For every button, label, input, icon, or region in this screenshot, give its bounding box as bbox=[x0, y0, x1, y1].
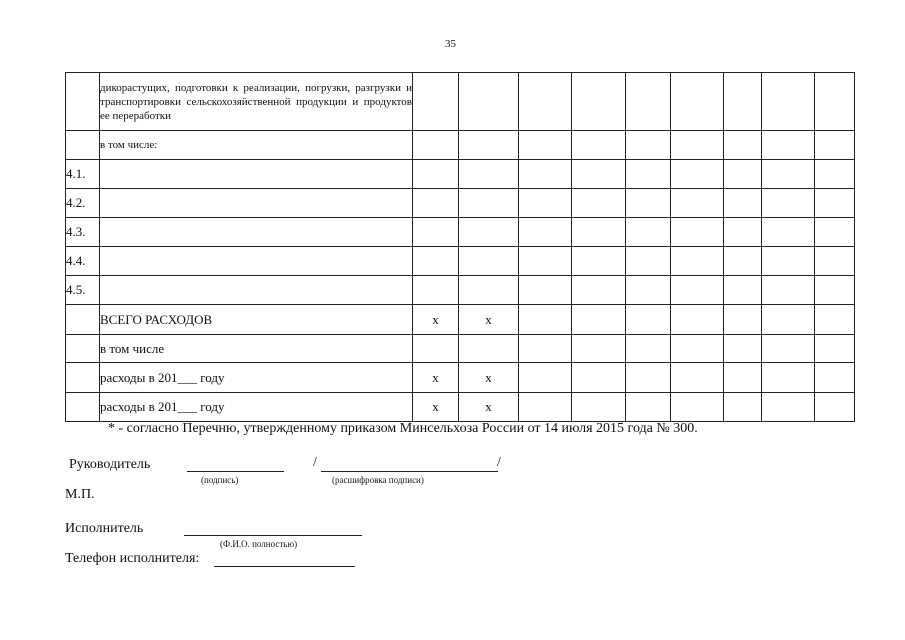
row-number bbox=[66, 131, 100, 160]
cell-x bbox=[459, 247, 519, 276]
decoding-line bbox=[321, 471, 498, 472]
row-number bbox=[66, 305, 100, 335]
row-description bbox=[100, 189, 413, 218]
table-row bbox=[66, 335, 855, 363]
stamp-label: М.П. bbox=[65, 487, 95, 502]
row-description: расходы в 201___ году bbox=[100, 393, 413, 422]
row-number bbox=[66, 393, 100, 422]
table-row bbox=[66, 160, 855, 189]
cell-x: x bbox=[413, 363, 459, 393]
table-row bbox=[66, 363, 855, 393]
cell-x bbox=[413, 335, 459, 363]
row-description: расходы в 201___ году bbox=[100, 363, 413, 393]
footnote: * - согласно Перечню, утвержденному приказом Минсельхоза России от 14 июля 2015 года № 300. bbox=[108, 421, 698, 436]
cell-x: x bbox=[459, 363, 519, 393]
row-number bbox=[66, 335, 100, 363]
cell-x bbox=[459, 160, 519, 189]
row-description: дикорастущих, подготовки к реализации, погрузки, разгрузки и транспортировки сельскохозяйственной продукции и продуктов ее переработки bbox=[100, 73, 413, 131]
phone-line bbox=[214, 566, 355, 567]
fio-caption: (Ф.И.О. полностью) bbox=[220, 539, 298, 549]
signature-line bbox=[187, 471, 284, 472]
table-row bbox=[66, 276, 855, 305]
table-row bbox=[66, 305, 855, 335]
cell-x bbox=[459, 189, 519, 218]
slash-close: / bbox=[497, 455, 501, 470]
row-number bbox=[66, 363, 100, 393]
decoding-caption: (расшифровка подписи) bbox=[332, 475, 424, 485]
expense-table bbox=[65, 72, 855, 422]
cell-x: x bbox=[413, 393, 459, 422]
row-description bbox=[100, 247, 413, 276]
cell-x bbox=[413, 218, 459, 247]
row-number: 4.5. bbox=[66, 276, 100, 305]
cell-x bbox=[413, 247, 459, 276]
row-description: ВСЕГО РАСХОДОВ bbox=[100, 305, 413, 335]
table-row bbox=[66, 247, 855, 276]
row-description bbox=[100, 160, 413, 189]
cell-x bbox=[413, 73, 459, 131]
row-number: 4.2. bbox=[66, 189, 100, 218]
cell-x bbox=[459, 131, 519, 160]
cell-x bbox=[459, 335, 519, 363]
row-description: в том числе bbox=[100, 335, 413, 363]
table-row bbox=[66, 73, 855, 131]
executor-label: Исполнитель bbox=[65, 521, 144, 536]
row-number: 4.4. bbox=[66, 247, 100, 276]
cell-x: x bbox=[459, 393, 519, 422]
fio-line bbox=[184, 535, 362, 536]
cell-x: x bbox=[459, 305, 519, 335]
cell-x bbox=[413, 160, 459, 189]
row-number bbox=[66, 73, 100, 131]
cell-x bbox=[459, 276, 519, 305]
row-number: 4.1. bbox=[66, 160, 100, 189]
head-label: Руководитель bbox=[69, 457, 151, 472]
table-row bbox=[66, 189, 855, 218]
cell-x: x bbox=[413, 305, 459, 335]
row-description bbox=[100, 276, 413, 305]
cell-x bbox=[413, 276, 459, 305]
row-description: в том числе: bbox=[100, 131, 413, 160]
cell-x bbox=[413, 131, 459, 160]
table-row bbox=[66, 393, 855, 422]
cell-x bbox=[459, 73, 519, 131]
table-row bbox=[66, 131, 855, 160]
row-number: 4.3. bbox=[66, 218, 100, 247]
signature-caption: (подпись) bbox=[201, 475, 239, 485]
row-description bbox=[100, 218, 413, 247]
cell-x bbox=[413, 189, 459, 218]
cell-x bbox=[459, 218, 519, 247]
page-number: 35 bbox=[445, 38, 456, 50]
slash-open: / bbox=[313, 455, 317, 470]
table-row bbox=[66, 218, 855, 247]
phone-label: Телефон исполнителя: bbox=[65, 551, 200, 566]
